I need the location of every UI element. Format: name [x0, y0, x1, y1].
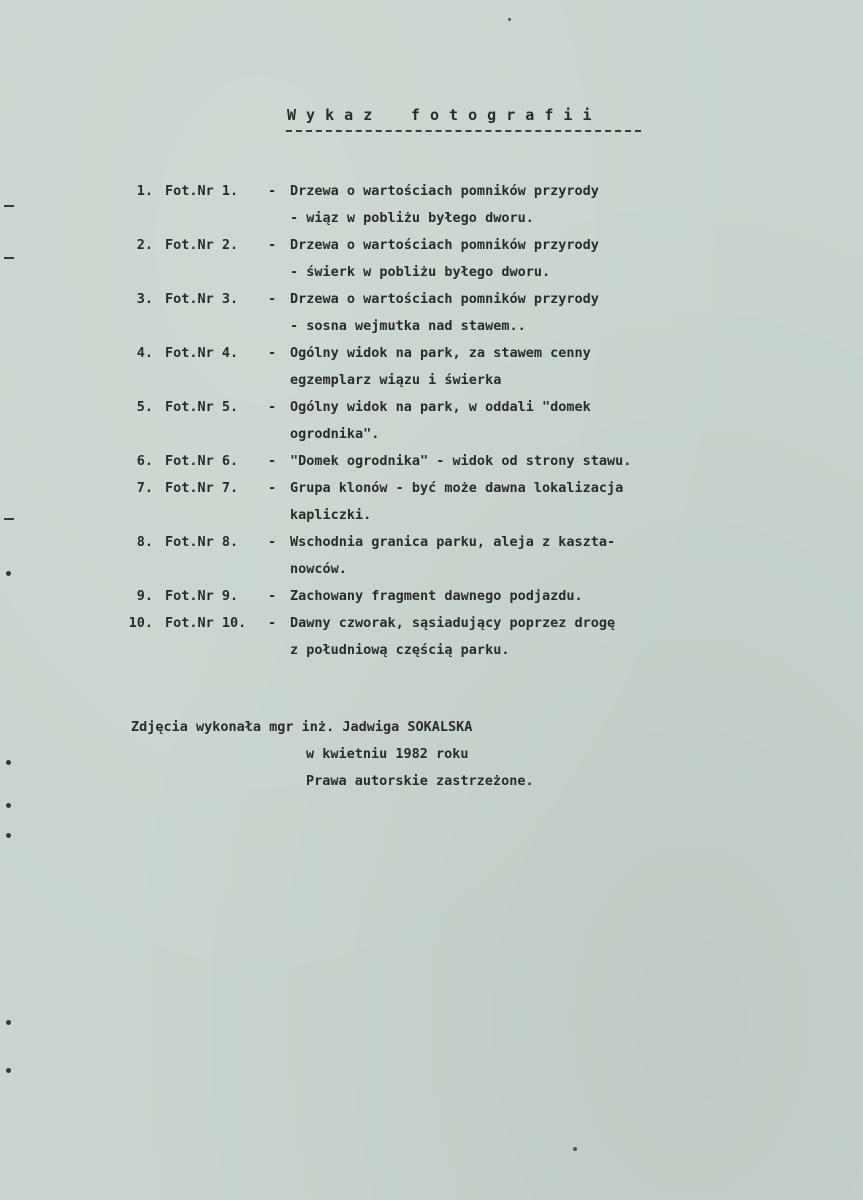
photo-ref: Fot.Nr 7. — [165, 480, 239, 496]
entry-separator: - — [268, 345, 277, 361]
list-item — [0, 475, 863, 529]
list-item — [0, 610, 863, 664]
entry-description: Wschodnia granica parku, aleja z kaszta- — [290, 534, 616, 550]
photo-ref: Fot.Nr 1. — [165, 183, 239, 199]
photo-ref: Fot.Nr 8. — [165, 534, 239, 550]
entry-number: 7. — [136, 480, 153, 496]
paper-speck — [573, 1147, 577, 1151]
entry-number: 3. — [136, 291, 153, 307]
margin-mark — [6, 803, 11, 808]
entry-description-cont: - sosna wejmutka nad stawem.. — [290, 318, 526, 334]
entry-separator: - — [268, 480, 277, 496]
entry-description: Drzewa o wartościach pomników przyrody — [290, 237, 599, 253]
entry-description-cont: z południową częścią parku. — [290, 642, 510, 658]
entry-description: Dawny czworak, sąsiadujący poprzez drogę — [290, 615, 616, 631]
entry-separator: - — [268, 291, 277, 307]
margin-mark — [4, 205, 14, 207]
list-item — [0, 394, 863, 448]
entry-number: 4. — [136, 345, 153, 361]
list-item — [0, 448, 863, 475]
entry-separator: - — [268, 534, 277, 550]
photo-ref: Fot.Nr 4. — [165, 345, 239, 361]
entry-description-cont: - wiąz w pobliżu byłego dworu. — [290, 210, 534, 226]
list-item — [0, 286, 863, 340]
margin-mark — [6, 760, 11, 765]
entry-description-cont: egzemplarz wiązu i świerka — [290, 372, 502, 388]
photo-ref: Fot.Nr 6. — [165, 453, 239, 469]
entry-number: 8. — [136, 534, 153, 550]
entry-description: Ogólny widok na park, w oddali "domek — [290, 399, 591, 415]
entry-number: 10. — [128, 615, 153, 631]
photo-ref: Fot.Nr 9. — [165, 588, 239, 604]
entry-description-cont: kapliczki. — [290, 507, 372, 523]
entry-description: Zachowany fragment dawnego podjazdu. — [290, 588, 583, 604]
margin-mark — [4, 257, 14, 259]
photo-list — [0, 178, 863, 664]
credits-author: Zdjęcia wykonała mgr inż. Jadwiga SOKALSKA — [131, 719, 473, 735]
entry-description: Drzewa o wartościach pomników przyrody — [290, 291, 599, 307]
list-item — [0, 583, 863, 610]
list-item — [0, 232, 863, 286]
margin-mark — [4, 518, 14, 520]
entry-description: Grupa klonów - być może dawna lokalizacja — [290, 480, 624, 496]
credits-copyright: Prawa autorskie zastrzeżone. — [306, 773, 534, 789]
entry-separator: - — [268, 183, 277, 199]
margin-mark — [6, 1068, 11, 1073]
credits-date: w kwietniu 1982 roku — [306, 746, 469, 762]
entry-description-cont: nowców. — [290, 561, 347, 577]
entry-separator: - — [268, 237, 277, 253]
photo-ref: Fot.Nr 3. — [165, 291, 239, 307]
margin-mark — [6, 571, 11, 576]
paper-speck — [508, 18, 511, 21]
entry-separator: - — [268, 453, 277, 469]
entry-number: 6. — [136, 453, 153, 469]
entry-number: 2. — [136, 237, 153, 253]
entry-number: 9. — [136, 588, 153, 604]
entry-description: "Domek ogrodnika" - widok od strony stawu. — [290, 453, 632, 469]
photo-ref: Fot.Nr 5. — [165, 399, 239, 415]
entry-description: Ogólny widok na park, za stawem cenny — [290, 345, 591, 361]
entry-description: Drzewa o wartościach pomników przyrody — [290, 183, 599, 199]
list-item — [0, 529, 863, 583]
photo-ref: Fot.Nr 10. — [165, 615, 247, 631]
entry-separator: - — [268, 588, 277, 604]
list-item — [0, 340, 863, 394]
entry-separator: - — [268, 615, 277, 631]
margin-mark — [6, 1020, 11, 1025]
entry-number: 5. — [136, 399, 153, 415]
document-title: W y k a z f o t o g r a f i i — [287, 106, 592, 124]
photo-ref: Fot.Nr 2. — [165, 237, 239, 253]
title-underline — [286, 130, 641, 132]
entry-separator: - — [268, 399, 277, 415]
margin-mark — [6, 833, 11, 838]
list-item — [0, 178, 863, 232]
entry-description-cont: - świerk w pobliżu byłego dworu. — [290, 264, 551, 280]
entry-number: 1. — [136, 183, 153, 199]
entry-description-cont: ogrodnika". — [290, 426, 380, 442]
